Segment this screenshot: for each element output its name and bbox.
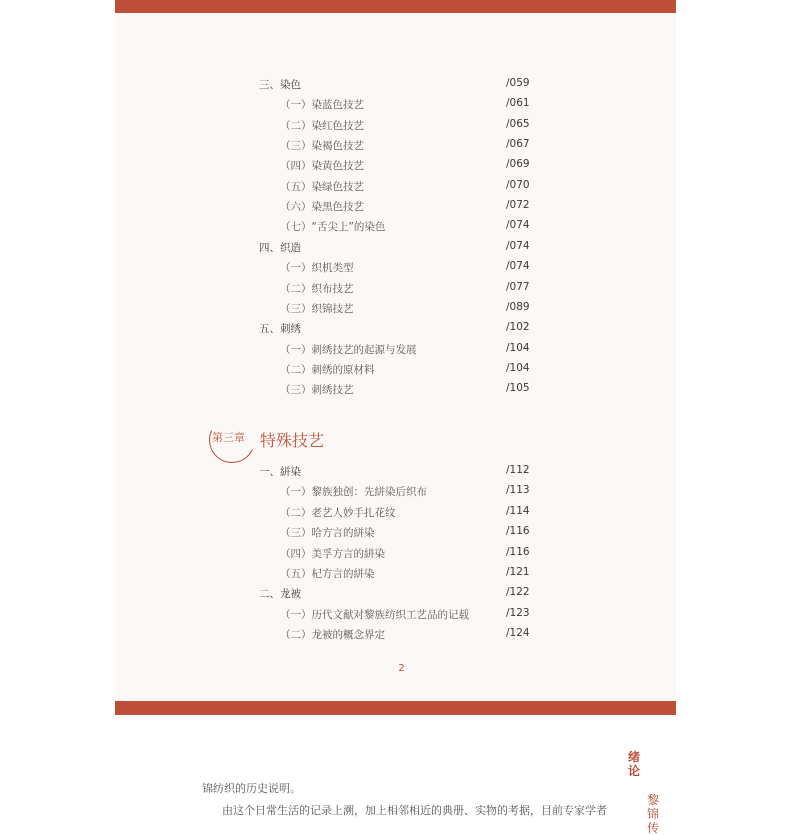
toc-entry-title: （四）美孚方言的絣染 [280,547,385,560]
toc-entry-title: （二）染红色技艺 [280,119,364,132]
toc-entry[interactable] [115,586,676,606]
toc-entry-page: /074 [506,219,530,232]
toc-entry-title: （四）染黄色技艺 [280,160,364,173]
toc-entry-page: /102 [506,321,530,334]
toc-entry[interactable] [115,158,676,178]
toc-entry-page: /114 [506,504,530,517]
toc-entry-page: /112 [506,464,530,476]
toc-entry-title: （一）历代文献对黎族纺织工艺品的记载 [280,608,469,621]
toc-entry[interactable] [115,362,676,382]
toc-entry[interactable] [115,219,676,239]
toc-entry-title: （三）染褐色技艺 [280,140,364,153]
toc-entry[interactable] [115,464,676,484]
next-page-preview [0,715,790,835]
toc-entry[interactable] [115,321,676,341]
toc-entry[interactable] [115,546,676,566]
toc-entry[interactable] [115,342,676,362]
toc-entry[interactable] [115,118,676,138]
toc-entry-title: （一）织机类型 [280,262,354,275]
toc-entry-title: 五、刺绣 [259,323,301,336]
toc-entry-title: （七）“舌尖上”的染色 [280,221,386,234]
toc-entry-title: （五）染绿色技艺 [280,180,364,193]
toc-entry-title: （一）刺绣技艺的起源与发展 [280,343,417,356]
toc-entry-title: （一）染蓝色技艺 [280,99,364,112]
toc-entry[interactable] [115,77,676,97]
toc-entry-title: （五）杞方言的絣染 [280,568,375,580]
toc-entry-title: （一）黎族独创：先絣染后织布 [280,486,427,499]
toc-entry[interactable] [115,525,676,545]
bottom-accent-bar [115,701,676,715]
toc-entry-title: （六）染黑色技艺 [280,201,364,214]
toc-entry-page: /104 [506,341,530,354]
toc-entry[interactable] [115,382,676,402]
side-title-intro: 绪论 [628,750,641,778]
toc-entry-title: （三）刺绣技艺 [280,384,354,397]
toc-entry[interactable] [115,199,676,219]
toc-entry-title: 三、染色 [259,79,301,91]
toc-entry-page: /059 [506,77,530,89]
toc-entry-page: /067 [506,138,530,151]
toc-entry-page: /122 [506,586,530,599]
toc-entry[interactable] [115,138,676,158]
toc-entry-title: （三）织锦技艺 [280,302,354,315]
toc-entry-page: /104 [506,361,530,374]
toc-entry[interactable] [115,179,676,199]
toc-entry-page: /123 [506,606,530,619]
toc-entry-title: （二）老艺人妙手扎花纹 [280,506,396,519]
toc-entry-page: /074 [506,260,530,273]
toc-entry-title: （二）织布技艺 [280,282,354,295]
toc-entry[interactable] [115,260,676,280]
toc-entry-page: /070 [506,178,530,191]
toc-entry-title: （三）哈方言的絣染 [280,527,375,540]
toc-entry-page: /113 [506,484,530,497]
toc-entry-page: /061 [506,97,530,110]
toc-entry-title: 四、织造 [259,241,301,254]
toc-entry[interactable] [115,627,676,647]
toc-entry[interactable] [115,484,676,504]
toc-entry[interactable] [115,97,676,117]
chapter-title: 特殊技艺 [260,431,325,450]
side-title-book: 黎锦传 [647,793,660,835]
toc-entry-page: /065 [506,117,530,130]
toc-entry[interactable] [115,505,676,525]
toc-entry-page: /116 [506,525,530,538]
toc-entry-page: /089 [506,300,530,313]
chapter-badge: 第三章 [212,431,245,444]
toc-entry-page: /121 [506,566,530,578]
toc-entry-page: /074 [506,239,530,252]
toc-entry[interactable] [115,240,676,260]
toc-entry-title: （二）龙被的概念界定 [280,629,385,642]
page-number: 2 [398,663,405,674]
body-text-line: 锦纺织的历史说明。 [202,782,301,795]
toc-entry-page: /077 [506,280,530,293]
toc-entry-title: 一、絣染 [259,466,301,478]
toc-entry-title: （二）刺绣的原材料 [280,363,375,376]
toc-entry[interactable] [115,281,676,301]
book-page [115,0,676,715]
toc-entry[interactable] [115,566,676,586]
toc-entry-page: /124 [506,627,530,640]
toc-entry-page: /069 [506,158,530,171]
toc-entry[interactable] [115,607,676,627]
top-accent-bar [115,0,676,13]
toc-entry[interactable] [115,301,676,321]
toc-entry-title: 二、龙被 [259,588,301,601]
toc-entry-page: /105 [506,382,530,395]
toc-entry-page: /072 [506,199,530,212]
body-text-line: 由这个日常生活的记录上溯，加上相邻相近的典册、实物的考据，目前专家学者 [222,804,607,817]
toc-entry-page: /116 [506,545,530,558]
